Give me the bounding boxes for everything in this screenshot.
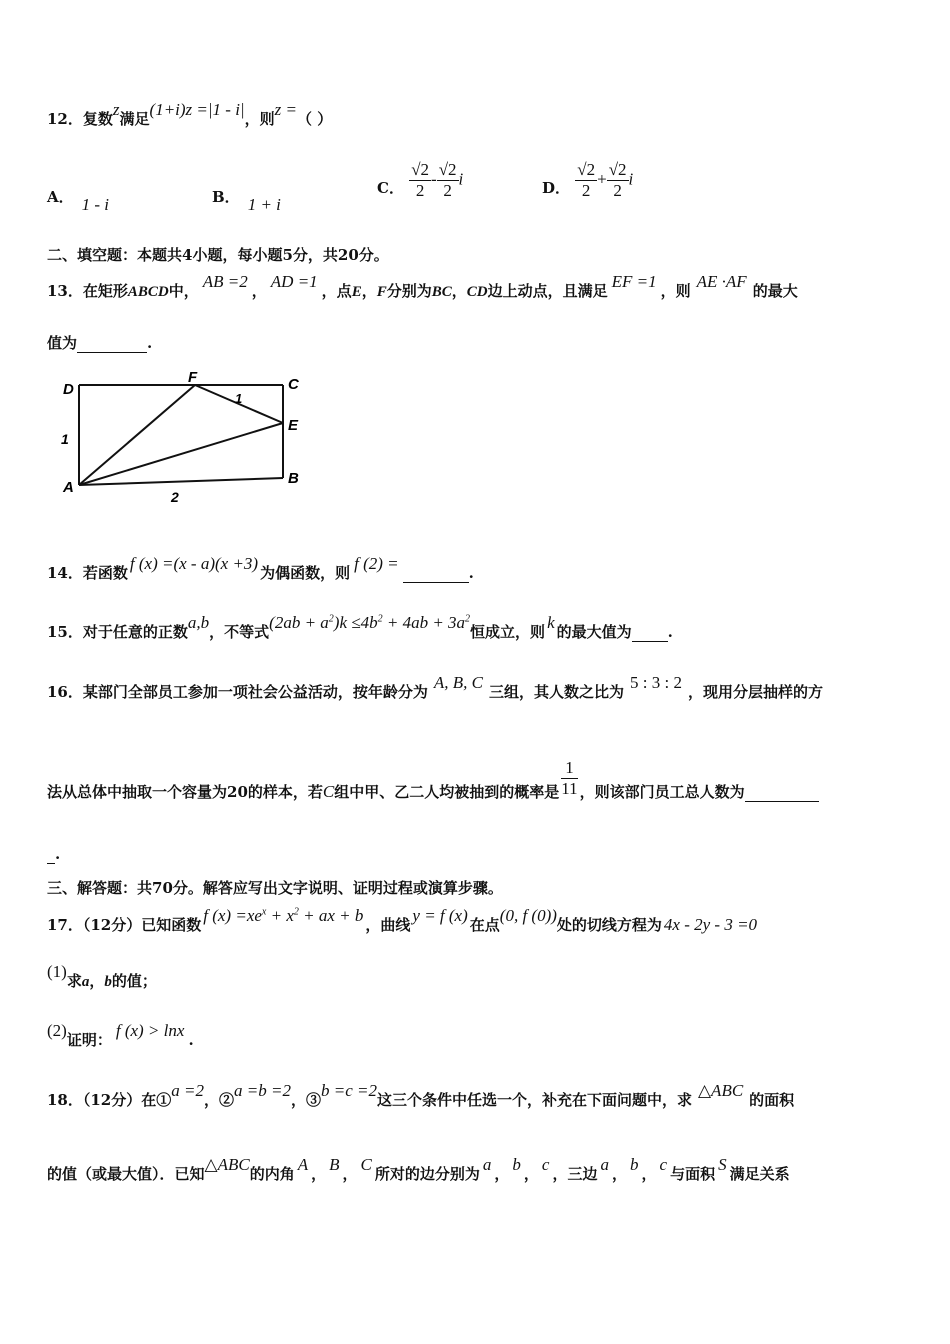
q17-number: 17． [47,916,83,934]
q15-number: 15． [47,623,83,641]
q16-number: 16． [47,683,83,701]
q18-side-c: c [659,1155,668,1174]
q15-text: 对于任意的正数 [82,623,188,641]
q15-text: ，不等式 [209,623,270,641]
label-seg-ef: 1 [235,391,243,406]
q14-f2: f (2) = [354,554,399,573]
label-d: D [63,381,74,398]
q18-comma: ， [523,1165,539,1183]
q18-text: ，三边 [552,1165,598,1183]
q17-text: （12分）已知函数 [82,916,202,934]
q16-line-1 [47,673,823,702]
q13-line-2 [47,332,152,353]
q13-period: . [147,334,153,352]
q17-text: 证明： [66,1031,112,1049]
q13-ab: AB =2 [202,272,248,291]
q14-line [47,554,474,583]
q16-period: . [55,845,61,863]
q13-text: 值为 [47,334,78,352]
q18-triangle: △ABC [204,1155,250,1174]
q14-period: . [468,564,474,582]
q13-text: 的最大 [752,282,798,300]
q18-text: 的内角 [249,1165,295,1183]
option-label: B． [212,188,240,206]
q16-text: ，则该部门员工总人数为 [579,782,745,801]
q18-comma: ， [494,1165,510,1183]
q16-text: 三组，其人数之比为 [489,683,625,701]
q12-number: 12． [47,110,83,128]
q17-point: (0, f (0)) [499,906,557,925]
q15-text: 的最大值为 [556,623,632,641]
q13-text: ，点 [321,282,352,300]
label-a: A [63,479,74,496]
option-label: C． [377,178,404,197]
q17-inequality: f (x) > lnx [115,1021,185,1040]
answer-blank-end[interactable] [47,845,55,864]
q18-text: 这三个条件中任选一个，补充在下面问题中，求 [376,1091,692,1109]
q13-ad: AD =1 [270,272,318,291]
label-side-ad: 1 [61,431,69,447]
q17-part-2 [47,1021,194,1050]
q16-text: 法从总体中抽取一个容量为20的样本，若 [47,782,323,801]
q13-text: 中， [168,282,199,300]
q14-function: f (x) =(x - a)(x +3) [129,554,259,573]
q18-text: 与面积 [670,1165,716,1183]
q13-text: 分别为 [386,282,432,300]
q16-fraction: $\frac{1}{11}$ [561,758,578,798]
q16-line-2 [47,758,819,799]
q17-tangent: 4x - 2y - 3 =0 [663,915,758,934]
q15-k: k [547,613,555,632]
section-2-heading: 二、填空题：本题共4小题，每小题5分，共20分。 [47,246,389,264]
q13-bc: BC [431,284,452,300]
q12-var-z: z [112,100,120,119]
q17-part-1 [47,962,157,991]
label-f: F [188,369,198,386]
q16-group-c: C [322,781,335,801]
q16-groups: A, B, C [433,673,483,692]
q18-angle-a: A [297,1155,309,1174]
q13-dot-product: AE ·AF [696,272,747,291]
q18-comma: ， [611,1165,627,1183]
q18-text: （12分）在① [82,1091,172,1109]
q18-text: 所对的边分别为 [374,1165,480,1183]
q17-var-a: a [81,974,90,990]
q18-triangle: △ABC [697,1081,744,1100]
answer-blank[interactable] [745,783,819,802]
q17-text: 的值； [111,972,157,990]
q13-figure [55,368,315,510]
imaginary-unit: i [628,169,634,189]
option-label: A． [47,188,74,206]
answer-blank[interactable] [77,334,147,353]
fraction: $\frac{√2}{2}$ [438,160,457,200]
q17-text: 在点 [469,916,500,934]
q18-condition-2: a =b =2 [234,1081,291,1100]
q12-option-c [377,160,463,201]
q17-period: . [188,1031,194,1049]
q18-condition-1: a =2 [171,1081,204,1100]
q14-text: 为偶函数，则 [260,564,351,582]
q13-comma: ， [361,282,377,300]
q12-option-d [542,160,633,201]
q15-line [47,613,673,642]
imaginary-unit: i [458,169,464,189]
q17-part-2-number: (2) [47,1021,67,1040]
option-value: 1 - i [81,195,110,214]
q13-cd: CD [466,284,488,300]
q12-line [47,100,333,129]
option-value: 1 + i [247,195,281,214]
label-e: E [288,417,299,434]
q12-text-1: 复数 [82,110,113,128]
q18-side-a: a [482,1155,492,1174]
q17-part-1-number: (1) [47,962,67,981]
q13-e: E [351,284,362,300]
q18-condition-3: b =c =2 [320,1081,377,1100]
q14-text: 若函数 [82,564,128,582]
q18-text: ，② [203,1091,234,1109]
q13-text: 边上动点，且满足 [487,282,608,300]
q12-paren: （ ） [296,110,333,128]
q13-ef: EF =1 [611,272,657,291]
label-side-ab: 2 [171,489,179,505]
q18-number: 18． [47,1091,83,1109]
label-b: B [288,470,299,487]
q18-text: 的值（或最大值）．已知 [47,1165,205,1183]
q18-angle-b: B [329,1155,340,1174]
answer-blank[interactable] [632,623,668,642]
q18-line-1 [47,1081,795,1110]
section-3-heading: 三、解答题：共70分。解答应写出文字说明、证明过程或演算步骤。 [47,879,503,897]
answer-blank[interactable] [403,564,469,583]
q17-curve: y = f (x) [412,906,468,925]
q18-area-s: S [718,1155,727,1174]
q12-option-b [212,186,281,214]
q18-text: ，③ [290,1091,321,1109]
q17-function: f $(x) =xe^x + x^2$ + ax + b [203,906,364,925]
q18-side-c: c [541,1155,550,1174]
q13-text: ，则 [660,282,691,300]
q17-text: 处的切线方程为 [556,916,662,934]
q18-side-b: b [630,1155,639,1174]
q17-text: 求 [66,972,82,990]
q18-comma: ， [342,1165,358,1183]
q15-period: . [667,623,673,641]
option-label: D． [542,178,571,197]
q16-line-3 [47,845,60,864]
label-c: C [288,376,299,393]
q18-side-a: a [600,1155,609,1174]
q13-f: F [376,284,387,300]
q12-condition: (1+i)z =|1 - i| [149,100,245,119]
fraction: $\frac{√2}{2}$ [577,160,596,200]
operator: - [431,169,437,189]
q13-comma: ， [451,282,467,300]
edge-ab [79,478,283,485]
q18-angle-c: C [360,1155,372,1174]
q16-ratio: 5 : 3 : 2 [630,673,682,692]
q18-line-2 [47,1155,790,1184]
q18-text: 满足关系 [729,1165,790,1183]
q16-text: 某部门全部员工参加一项社会公益活动，按年龄分为 [82,683,428,701]
fraction: $\frac{√2}{2}$ [608,160,627,200]
q15-text: 恒成立，则 [470,623,546,641]
q12-text-2: 满足 [119,110,150,128]
q16-text: ，现用分层抽样的方 [687,683,823,701]
q15-ab: a,b [187,613,210,632]
q18-comma: ， [641,1165,657,1183]
fraction: $\frac{√2}{2}$ [411,160,430,200]
operator: + [597,169,607,189]
q17-line [47,906,758,935]
segment-af [79,385,195,485]
q13-number: 13． [47,282,83,300]
q18-text: 的面积 [749,1091,795,1109]
q13-comma: ， [251,282,267,300]
q17-var-b: b [104,974,112,990]
q12-ask: z = [274,100,297,119]
q18-side-b: b [512,1155,521,1174]
q13-text: 在矩形 [82,282,128,300]
q14-number: 14． [47,564,83,582]
q12-text-3: ，则 [244,110,275,128]
q13-line-1 [47,272,798,301]
q18-comma: ， [311,1165,327,1183]
q16-text: 组中甲、乙二人均被抽到的概率是 [334,782,560,801]
q17-comma: ， [89,972,105,990]
q12-option-a [47,186,110,214]
q17-text: ，曲线 [365,916,411,934]
q13-rect: ABCD [127,284,169,300]
q15-inequality: $(2ab + a^2)k \le 4b^2 + 4ab + 3a^2$ [269,613,471,632]
segment-ae [79,423,283,485]
